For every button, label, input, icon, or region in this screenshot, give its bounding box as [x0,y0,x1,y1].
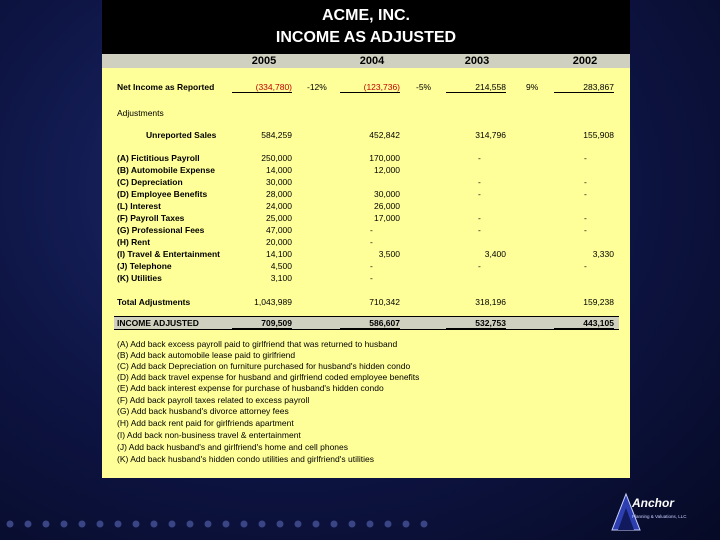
total-adjustments-label: Total Adjustments [117,297,191,307]
year-2003: 2003 [464,55,490,67]
footnote: (C) Add back Depreciation on furniture purchased for husband's hidden condo [117,361,411,371]
net-income-2003: 214,558 [446,82,506,93]
row-2005: 30,000 [266,177,292,187]
row-2005: 3,100 [270,273,292,283]
row-2004: 12,000 [374,165,400,175]
footnote: (G) Add back husband's divorce attorney fees [117,406,289,416]
row-2003: - [478,177,481,187]
row-2004: - [370,237,373,247]
row-2003: - [478,189,481,199]
row-2004: 30,000 [374,189,400,199]
row-2003: - [478,153,481,163]
row-label: (B) Automobile Expense [117,165,215,175]
year-2005: 2005 [251,55,277,67]
row-label: (G) Professional Fees [117,225,205,235]
row-2005: 250,000 [261,153,292,163]
net-income-label: Net Income as Reported [117,82,215,92]
row-2003: - [478,213,481,223]
row-2004: - [370,261,373,271]
company-name: ACME, INC. [322,7,410,24]
income-adjusted-2005: 709,509 [232,318,292,329]
row-2002: - [584,189,587,199]
row-2005: 25,000 [266,213,292,223]
row-2005: 47,000 [266,225,292,235]
row-2004: 17,000 [374,213,400,223]
unreported-2002: 155,908 [583,130,614,140]
income-adjusted-2003: 532,753 [446,318,506,329]
net-income-2002: 283,867 [554,82,614,93]
year-header-band [102,54,630,68]
row-label: (D) Employee Benefits [117,189,208,199]
unreported-2004: 452,842 [369,130,400,140]
row-2004: 26,000 [374,201,400,211]
row-2005: 24,000 [266,201,292,211]
net-income-2004: (123,736) [340,82,400,93]
logo-subtitle: Planning & Valuations, LLC [632,514,687,519]
row-2002: - [584,261,587,271]
year-2004: 2004 [359,55,385,67]
footnote: (F) Add back payroll taxes related to excess payroll [117,395,310,405]
row-2004: 170,000 [369,153,400,163]
net-income-pct-2003: 9% [526,82,539,92]
row-2003: - [478,225,481,235]
row-label: (H) Rent [117,237,151,247]
row-label: (J) Telephone [117,261,172,271]
income-adjusted-label: INCOME ADJUSTED [117,318,199,328]
net-income-2005: (334,780) [232,82,292,93]
income-adjusted-2002: 443,105 [554,318,614,329]
year-2002: 2002 [572,55,598,67]
row-2005: 14,000 [266,165,292,175]
footnote: (A) Add back excess payroll paid to girlfriend that was returned to husband [117,339,398,349]
row-2002: 3,330 [592,249,614,259]
row-2005: 20,000 [266,237,292,247]
unreported-2003: 314,796 [475,130,506,140]
footnote: (D) Add back travel expense for husband and girlfriend coded employee benefits [117,372,420,382]
row-2002: - [584,153,587,163]
slide-header [102,0,630,54]
row-2002: - [584,177,587,187]
income-adjusted-2004: 586,607 [340,318,400,329]
net-income-pct-2005: -12% [307,82,327,92]
footnote: (I) Add back non-business travel & entertainment [117,430,301,440]
report-title: INCOME AS ADJUSTED [275,29,457,46]
total-2002: 159,238 [583,297,614,307]
row-label: (I) Travel & Entertainment [117,249,220,259]
footnote: (H) Add back rent paid for girlfriends apartment [117,418,294,428]
unreported-sales-label: Unreported Sales [146,130,217,140]
total-2003: 318,196 [475,297,506,307]
row-label: (A) Fictitious Payroll [117,153,200,163]
unreported-2005: 584,259 [261,130,292,140]
row-2005: 4,500 [270,261,292,271]
row-2004: 3,500 [378,249,400,259]
slide [102,0,630,478]
adjustments-label: Adjustments [117,108,164,118]
footnote: (E) Add back interest expense for purchase of husband's hidden condo [117,383,384,393]
row-2002: - [584,225,587,235]
row-2004: - [370,273,373,283]
decorative-dots [0,518,460,530]
row-2003: - [478,261,481,271]
row-label: (L) Interest [117,201,161,211]
total-2005: 1,043,989 [254,297,292,307]
row-2005: 14,100 [266,249,292,259]
footnote: (B) Add back automobile lease paid to girlfriend [117,350,296,360]
net-income-pct-2004: -5% [416,82,432,92]
row-2005: 28,000 [266,189,292,199]
row-2003: 3,400 [484,249,506,259]
total-2004: 710,342 [369,297,400,307]
logo-name: Anchor [632,496,674,510]
anchor-logo [608,490,690,532]
row-2004: - [370,225,373,235]
row-label: (K) Utilities [117,273,162,283]
row-label: (C) Depreciation [117,177,183,187]
footnote: (K) Add back husband's hidden condo utilities and girlfriend's utilities [117,454,374,464]
row-2002: - [584,213,587,223]
footnote: (J) Add back husband's and girlfriend's home and cell phones [117,442,348,452]
row-label: (F) Payroll Taxes [117,213,185,223]
